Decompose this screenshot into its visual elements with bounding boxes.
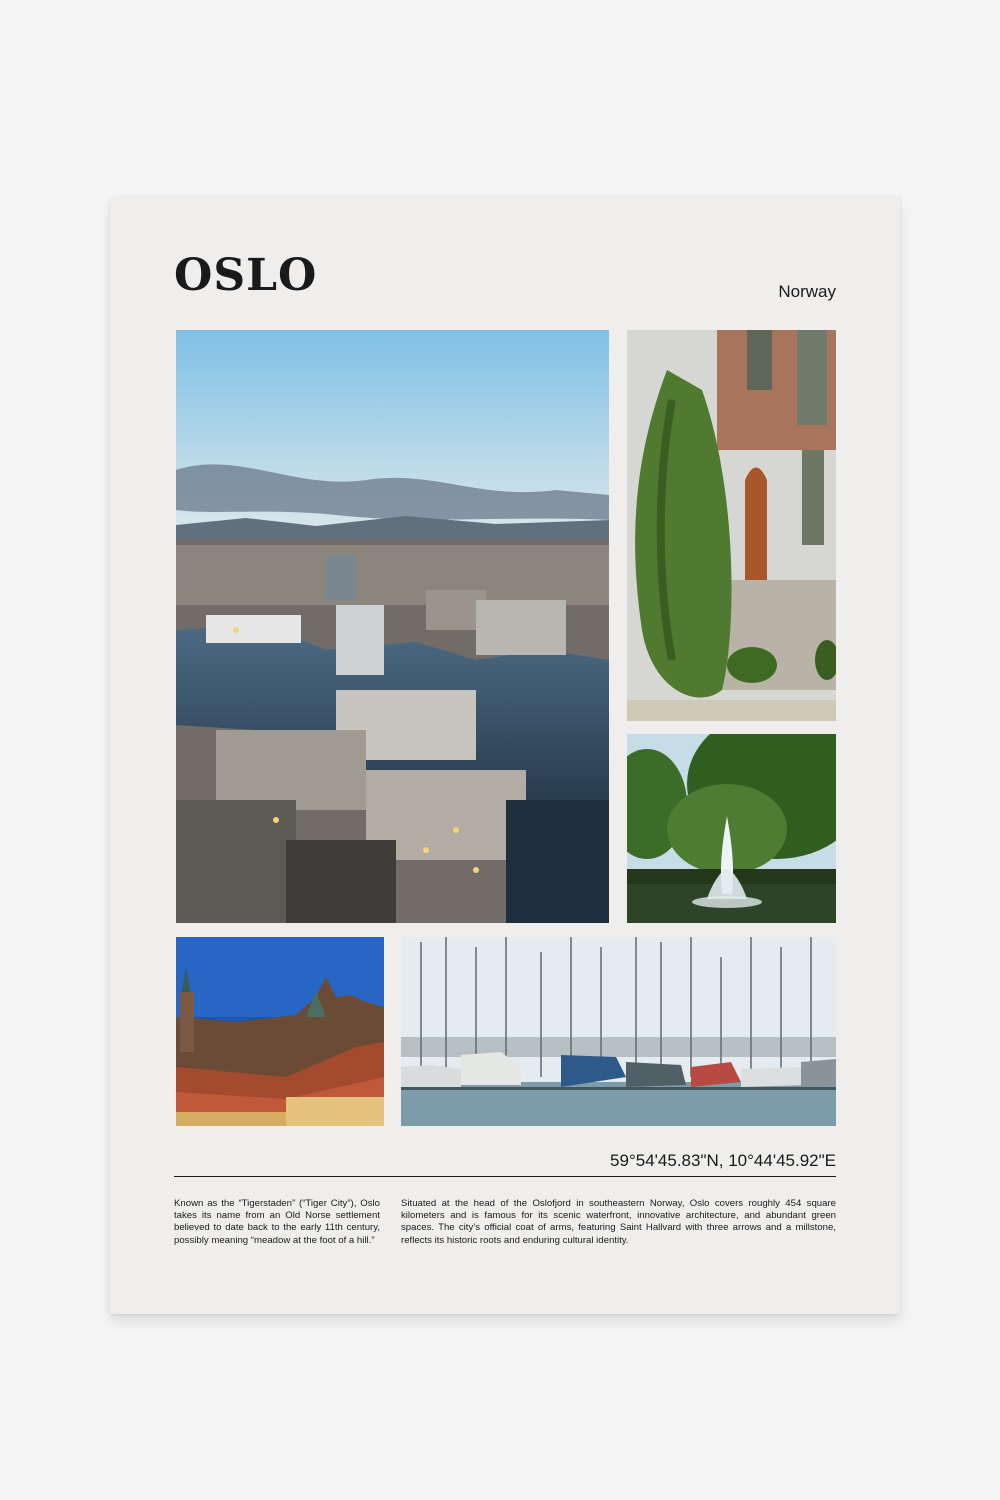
coordinates: 59°54'45.83"N, 10°44'45.92"E [610, 1151, 836, 1170]
divider-line [174, 1176, 836, 1177]
description-right: Situated at the head of the Oslofjord in southeastern Norway, Oslo covers roughly 454 square kilometers and is famous for its scenic waterfront, innovative architecture, and abundant green spaces. The city’s official coat of arms, featuring Saint Hallvard with three arrows and a millstone, reflects its historic roots and enduring cultural identity. [401, 1198, 836, 1246]
photo-aerial-harbor [176, 330, 609, 923]
poster-title: OSLO [174, 250, 318, 301]
photo-park-fountain [627, 734, 836, 923]
photo-marina-sailboats [401, 937, 836, 1126]
photo-fortress-rooftops [176, 937, 384, 1126]
poster [110, 196, 900, 1314]
description-left: Known as the “Tigerstaden” (“Tiger City”), Oslo takes its name from an Old Norse settlement believed to date back to the early 11th century, possibly meaning “meadow at the foot of a hill.” [174, 1198, 380, 1246]
photo-building-facade [627, 330, 836, 721]
poster-country: Norway [778, 282, 836, 301]
